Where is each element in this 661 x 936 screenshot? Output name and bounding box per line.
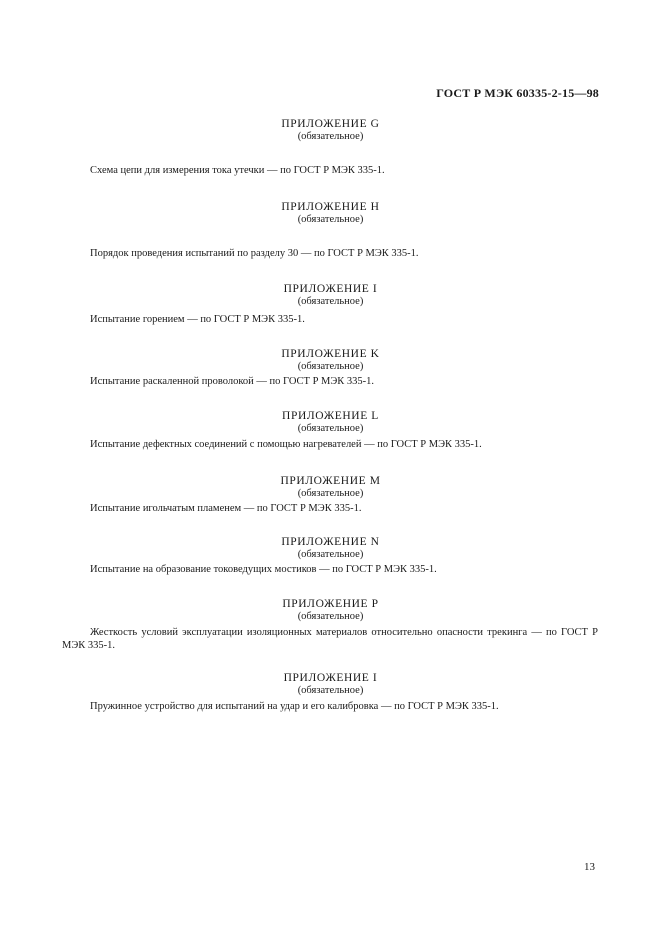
annex-subtitle: (обязательное) xyxy=(297,685,364,696)
annex-title: ПРИЛОЖЕНИЕ I xyxy=(283,672,378,684)
annex-text: Испытание горением — по ГОСТ Р МЭК 335-1. xyxy=(90,314,305,325)
annex-subtitle: (обязательное) xyxy=(297,423,364,434)
annex-text: Испытание дефектных соединений с помощью нагревателей — по ГОСТ Р МЭК 335-1. xyxy=(90,439,482,450)
page-number: 13 xyxy=(584,861,595,873)
annex-title: ПРИЛОЖЕНИЕ H xyxy=(281,201,380,213)
annex-subtitle: (обязательное) xyxy=(297,214,364,225)
annex-title: ПРИЛОЖЕНИЕ P xyxy=(282,598,379,610)
annex-title: ПРИЛОЖЕНИЕ L xyxy=(282,410,379,422)
annex-title: ПРИЛОЖЕНИЕ N xyxy=(281,536,380,548)
annex-text: Испытание на образование токоведущих мостиков — по ГОСТ Р МЭК 335-1. xyxy=(90,564,437,575)
annex-title: ПРИЛОЖЕНИЕ G xyxy=(281,118,380,130)
annex-text: Порядок проведения испытаний по разделу 30 — по ГОСТ Р МЭК 335-1. xyxy=(90,248,419,259)
annex-title: ПРИЛОЖЕНИЕ M xyxy=(280,475,381,487)
annex-subtitle: (обязательное) xyxy=(297,296,364,307)
annex-text: Пружинное устройство для испытаний на удар и его калибровка — по ГОСТ Р МЭК 335-1. xyxy=(90,701,499,712)
annex-title: ПРИЛОЖЕНИЕ I xyxy=(283,283,378,295)
annex-title: ПРИЛОЖЕНИЕ K xyxy=(281,348,380,360)
annex-subtitle: (обязательное) xyxy=(297,488,364,499)
annex-subtitle: (обязательное) xyxy=(297,611,364,622)
standard-code-header: ГОСТ Р МЭК 60335-2-15—98 xyxy=(436,86,599,100)
annex-text: Испытание игольчатым пламенем — по ГОСТ Р МЭК 335-1. xyxy=(90,503,362,514)
annex-text: Испытание раскаленной проволокой — по ГОСТ Р МЭК 335-1. xyxy=(90,376,375,387)
annex-subtitle: (обязательное) xyxy=(297,361,364,372)
annex-text: Схема цепи для измерения тока утечки — по ГОСТ Р МЭК 335-1. xyxy=(90,165,385,176)
annex-subtitle: (обязательное) xyxy=(297,549,364,560)
annex-subtitle: (обязательное) xyxy=(297,131,364,142)
annex-text: Жесткость условий эксплуатации изоляционных материалов относительно опасности трекинга — по ГОСТ Р МЭК 335-1. xyxy=(62,627,598,651)
